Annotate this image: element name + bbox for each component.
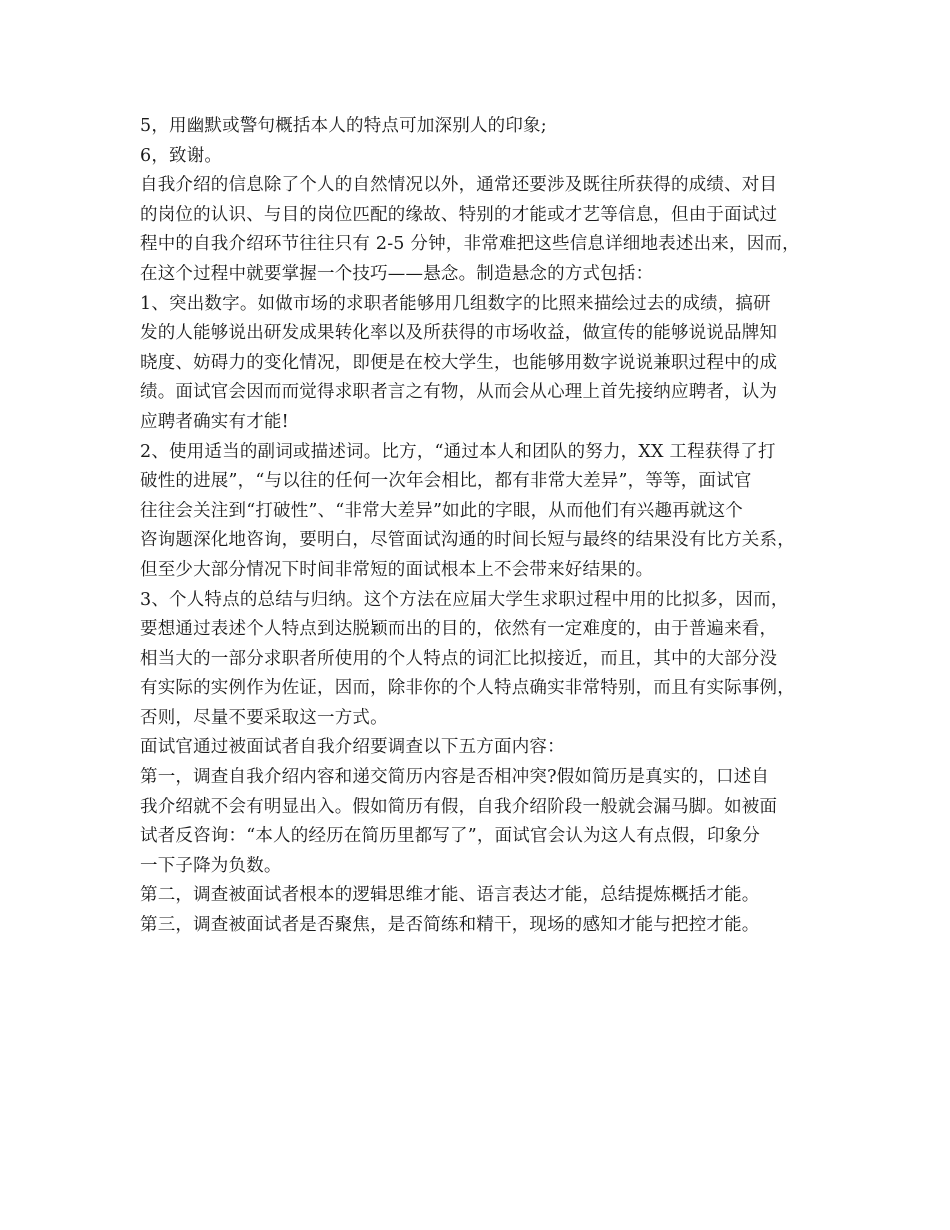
text-line: 应聘者确实有才能! [140, 411, 289, 432]
text-line: 有实际的实例作为佐证，因而，除非你的个人特点确实非常特别，而且有实际事例， [140, 678, 795, 699]
text-line: 面试官通过被面试者自我介绍要调查以下五方面内容： [140, 737, 565, 758]
text-line: 绩。面试官会因而而觉得求职者言之有物，从而会从心理上首先接纳应聘者，认为 [140, 382, 778, 403]
text-line: 2、使用适当的副词或描述词。比方，“通过本人和团队的努力，XX 工程获得了打 [140, 441, 776, 462]
text-line: 发的人能够说出研发成果转化率以及所获得的市场收益，做宣传的能够说说品牌知 [140, 323, 778, 344]
text-line: 第三，调查被面试者是否聚焦，是否简练和精干，现场的感知才能与把控才能。 [140, 915, 760, 936]
text-line: 1、突出数字。如做市场的求职者能够用几组数字的比照来描绘过去的成绩，搞研 [140, 293, 771, 314]
text-line: 试者反咨询：“本人的经历在简历里都写了”，面试官会认为这人有点假，印象分 [140, 826, 761, 847]
text-line: 否则，尽量不要采取这一方式。 [140, 707, 388, 728]
text-line: 破性的进展”，“与以往的任何一次年会相比，都有非常大差异”，等等，面试官 [140, 471, 752, 492]
text-line: 第二，调查被面试者根本的逻辑思维才能、语言表达才能，总结提炼概括才能。 [140, 885, 760, 906]
text-line: 的岗位的认识、与目的岗位匹配的缘故、特别的才能或才艺等信息，但由于面试过 [140, 204, 778, 225]
text-line: 一下子降为负数。 [140, 855, 282, 876]
text-line: 5，用幽默或警句概括本人的特点可加深别人的印象; [140, 116, 547, 136]
text-line: 自我介绍的信息除了个人的自然情况以外，通常还要涉及既往所获得的成绩、对目 [140, 175, 778, 196]
text-line: 3、个人特点的总结与归纳。这个方法在应届大学生求职过程中用的比拟多，因而， [140, 589, 789, 610]
text-line: 相当大的一部分求职者所使用的个人特点的词汇比拟接近，而且，其中的大部分没 [140, 648, 778, 669]
text-line: 6，致谢。 [140, 145, 223, 166]
text-line: 往往会关注到“打破性”、“非常大差异”如此的字眼，从而他们有兴趣再就这个 [140, 500, 743, 521]
text-line: 在这个过程中就要掌握一个技巧——悬念。制造悬念的方式包括： [140, 263, 654, 284]
text-line: 晓度、妨碍力的变化情况，即便是在校大学生，也能够用数字说说兼职过程中的成 [140, 352, 778, 373]
text-line: 要想通过表述个人特点到达脱颖而出的目的，依然有一定难度的，由于普遍来看， [140, 619, 778, 640]
document-body [140, 112, 830, 941]
text-line: 咨询题深化地咨询，要明白，尽管面试沟通的时间长短与最终的结果没有比方关系， [140, 530, 795, 551]
text-line: 我介绍就不会有明显出入。假如简历有假，自我介绍阶段一般就会漏马脚。如被面 [140, 796, 778, 817]
text-line: 第一，调查自我介绍内容和递交简历内容是否相冲突?假如简历是真实的，口述自 [140, 767, 770, 788]
text-line: 但至少大部分情况下时间非常短的面试根本上不会带来好结果的。 [140, 559, 654, 580]
text-line: 程中的自我介绍环节往往只有 2-5 分钟，非常难把这些信息详细地表述出来，因而， [140, 234, 800, 255]
